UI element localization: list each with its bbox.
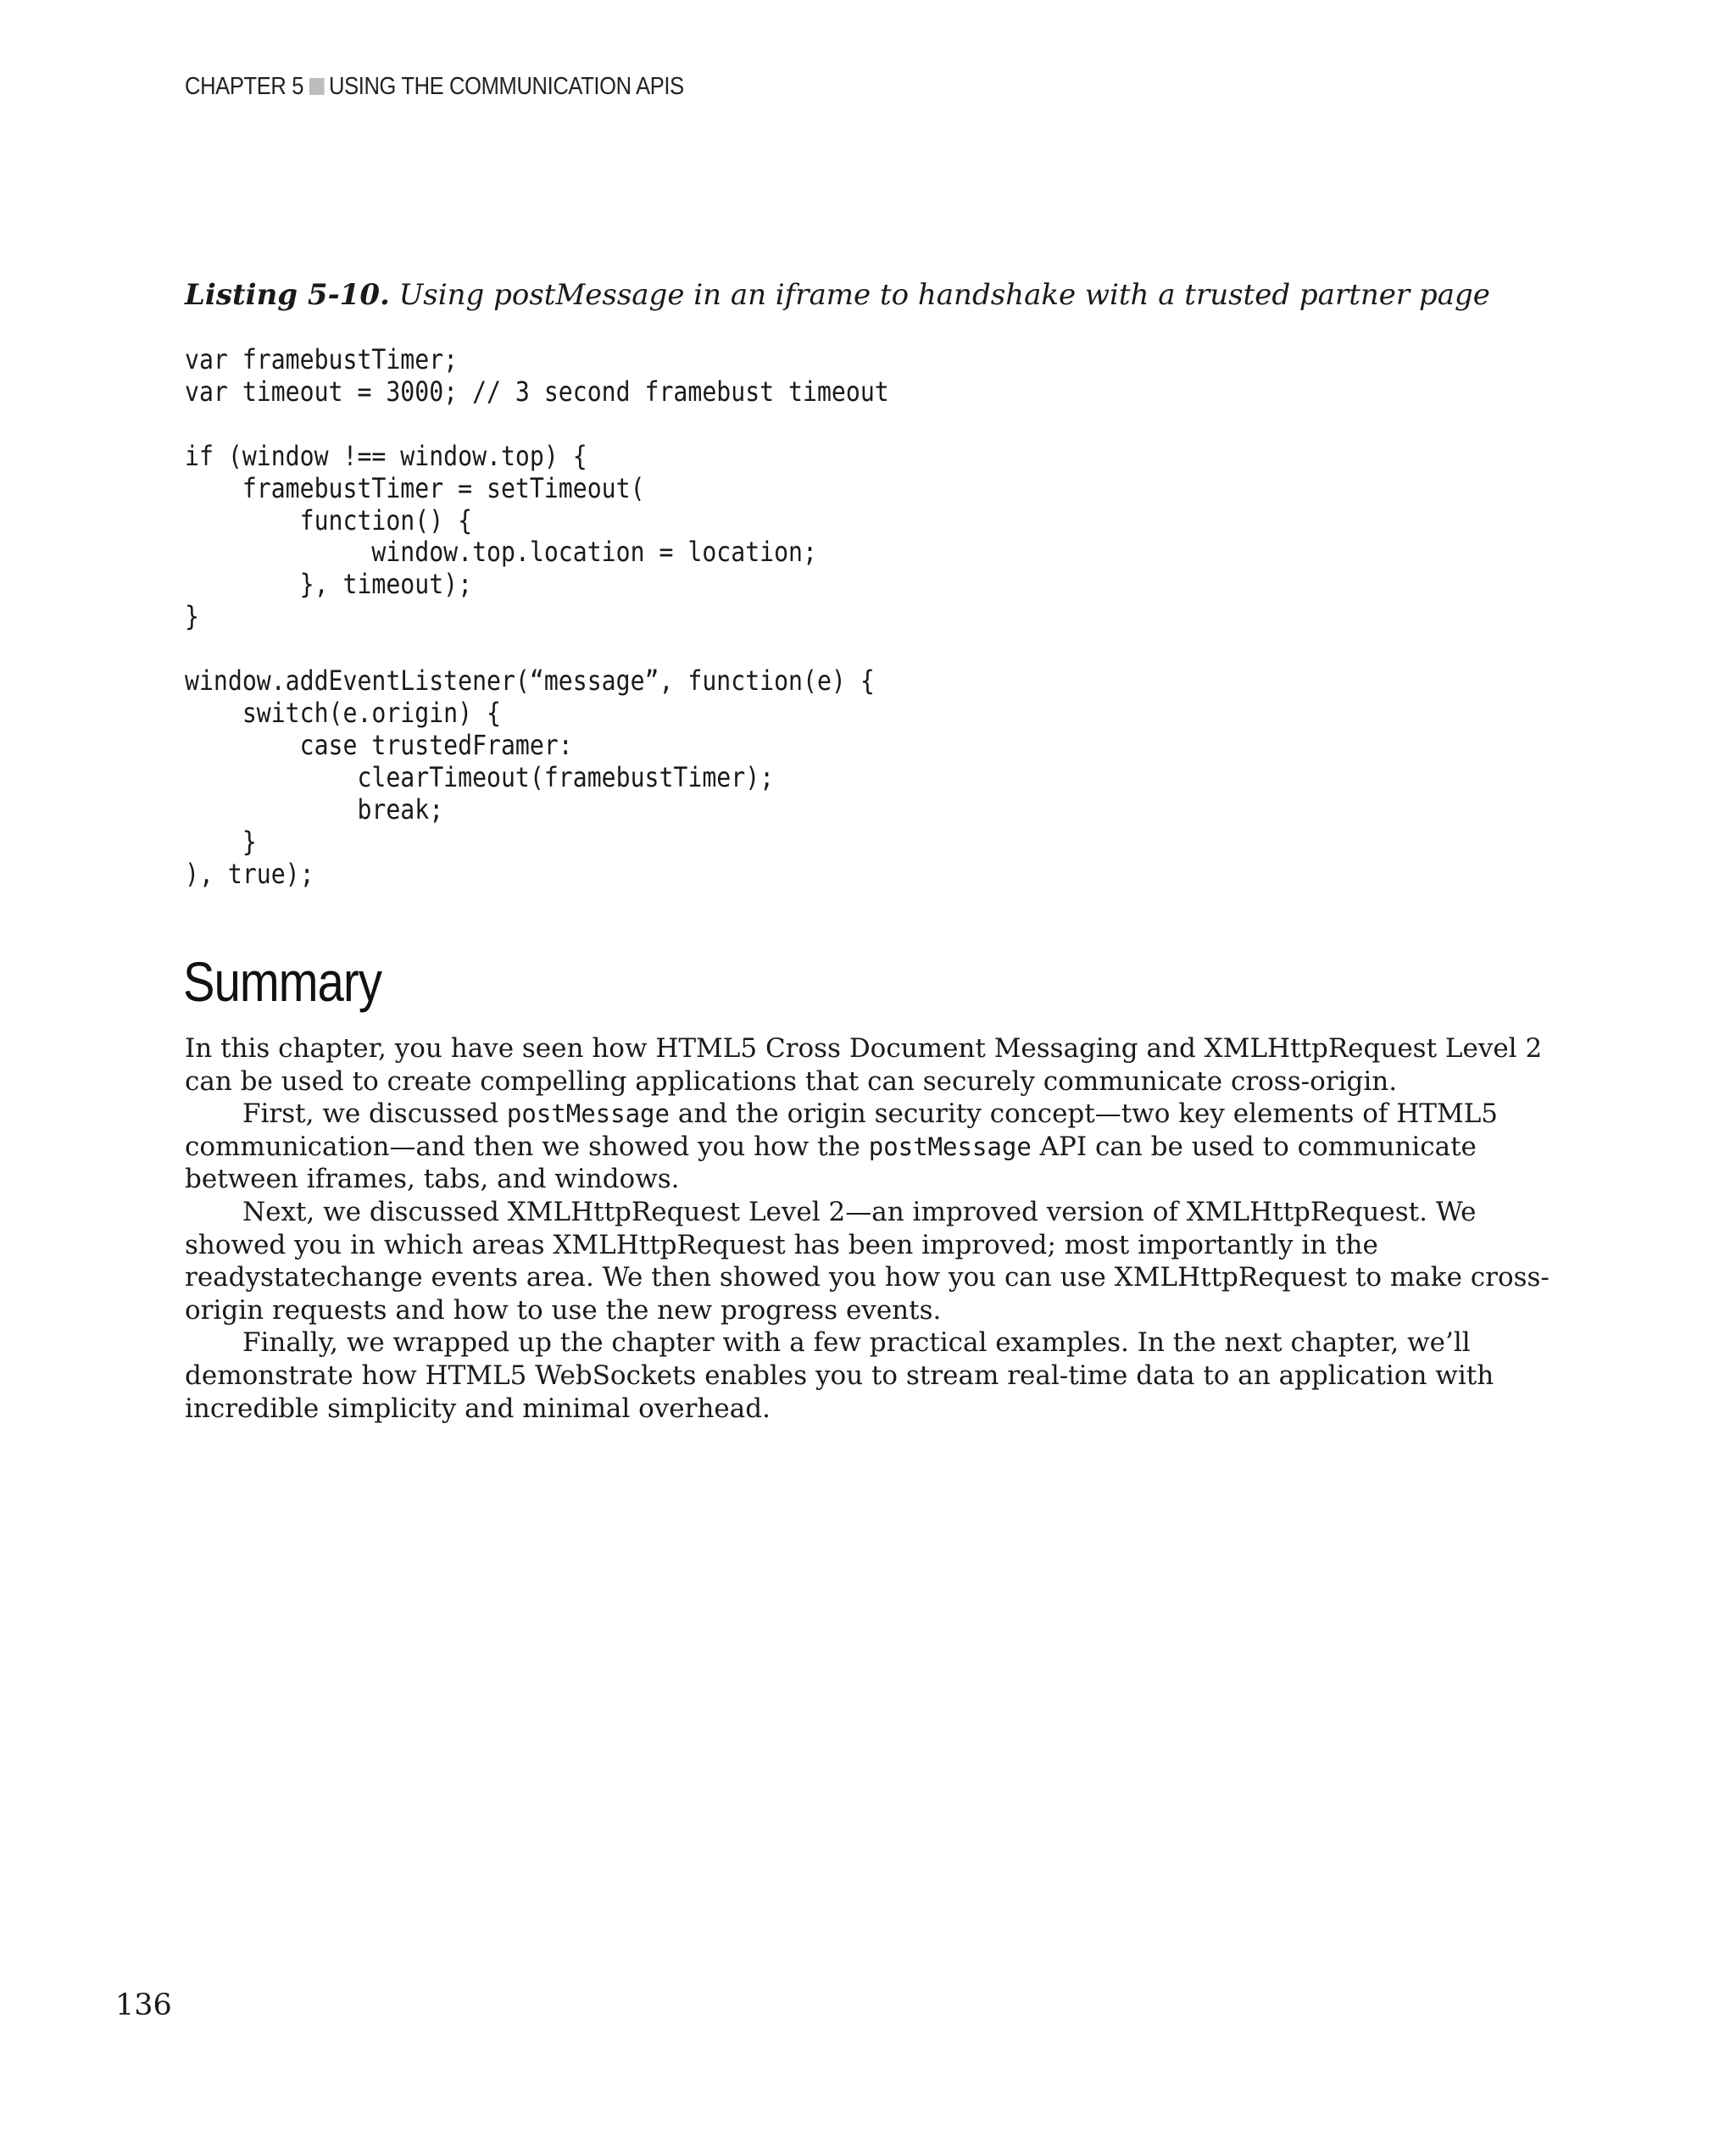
text-line: between iframes, tabs, and windows. [185, 1164, 680, 1195]
chapter-label: CHAPTER 5 [185, 73, 304, 100]
running-header [185, 73, 684, 101]
text-line: Finally, we wrapped up the chapter with a few practical examples. In the next chapter, we’ll [242, 1327, 1471, 1359]
paragraph-4 [185, 1326, 1507, 1425]
paragraph-1 [185, 1032, 1543, 1098]
text-line: can be used to create compelling applications that can securely communicate cross-origin. [185, 1065, 1398, 1097]
text-line: origin requests and how to use the new progress events. [185, 1294, 942, 1326]
text-line [185, 1098, 1507, 1131]
section-heading: Summary [183, 950, 382, 1013]
inline-code: postMessage [868, 1132, 1032, 1161]
inline-code: postMessage [506, 1099, 670, 1129]
text-run: API can be used to communicate [1031, 1131, 1477, 1162]
listing-caption [185, 278, 1490, 312]
text-line: Next, we discussed XMLHttpRequest Level 2—an improved version of XMLHttpRequest. We [242, 1196, 1477, 1227]
separator-square-icon [309, 78, 325, 95]
text-line: readystatechange events area. We then showed you how you can use XMLHttpRequest to make cross- [185, 1262, 1550, 1293]
text-run: communication—and then we showed you how the [185, 1131, 869, 1162]
text-line: showed you in which areas XMLHttpRequest has been improved; most importantly in the [185, 1229, 1378, 1260]
text-line [185, 1131, 1507, 1164]
listing-label: Listing 5-10. [185, 278, 390, 312]
listing-title: Using postMessage in an iframe to handshake with a trusted partner page [398, 278, 1490, 312]
paragraph-2 [185, 1098, 1507, 1196]
text-run: First, we discussed [242, 1098, 507, 1130]
text-line: incredible simplicity and minimal overhead. [185, 1393, 771, 1424]
page-number: 136 [115, 1988, 172, 2022]
text-line: In this chapter, you have seen how HTML5 Cross Document Messaging and XMLHttpRequest Level 2 [185, 1033, 1543, 1064]
code-listing: var framebustTimer; var timeout = 3000; // 3 second framebust timeout if (window !== window.top) { framebustTimer = setTimeout( function() { window.top.location = location; }, timeout); } window.addEventListener(“message”, function(e) { switch(e.origin) { case trustedFramer: clearTimeout(framebustTimer); break; } ), true); [185, 343, 889, 890]
text-run: and the origin security concept—two key elements of HTML5 [669, 1098, 1499, 1130]
section-label: USING THE COMMUNICATION APIS [328, 73, 684, 100]
text-line: demonstrate how HTML5 WebSockets enables you to stream real-time data to an application with [185, 1360, 1494, 1391]
summary-body [185, 1032, 1550, 1425]
paragraph-3 [185, 1196, 1550, 1326]
